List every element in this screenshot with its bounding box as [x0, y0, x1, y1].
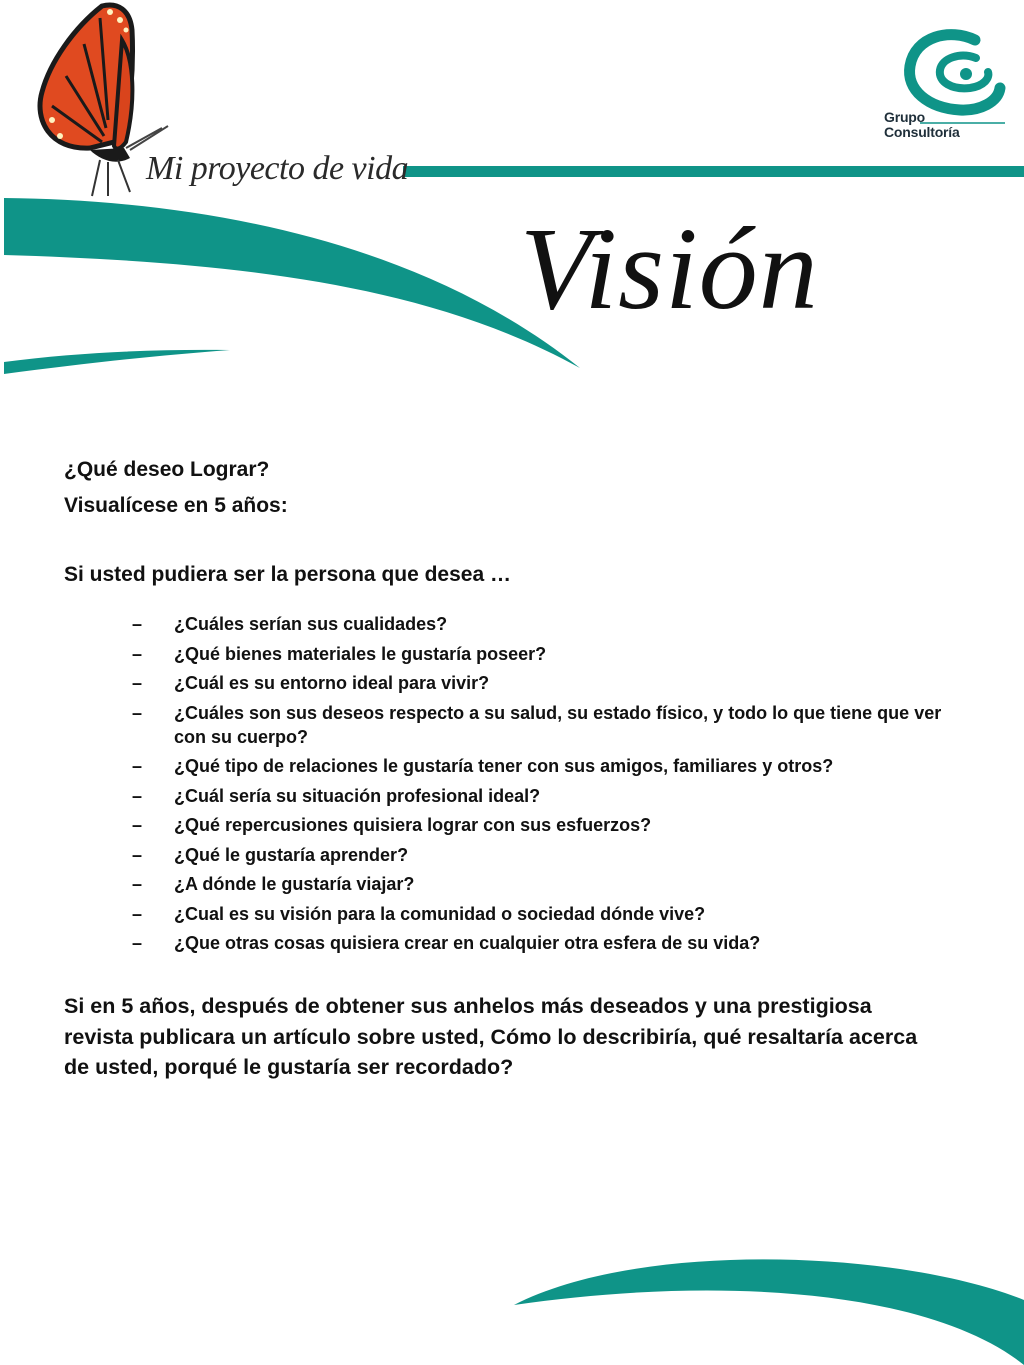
page-title: Visión	[520, 203, 819, 334]
list-item: – ¿Qué bienes materiales le gustaría poseer?	[132, 643, 547, 664]
list-item: – ¿Que otras cosas quisiera crear en cualquier otra esfera de su vida?	[132, 933, 761, 953]
dash-marker: –	[132, 903, 143, 924]
list-item: – ¿Cuál sería su situación profesional ideal?	[132, 785, 541, 806]
lead-sentence: Si usted pudiera ser la persona que desea …	[64, 563, 511, 586]
dash-marker: –	[132, 933, 143, 953]
dash-marker: –	[132, 702, 143, 723]
dash-marker: –	[132, 614, 143, 634]
list-item: – ¿Cuáles son sus deseos respecto a su salud, su estado físico, y todo lo que tiene que ver con su cuerpo?	[132, 702, 942, 747]
list-item: – ¿A dónde le gustaría viajar?	[132, 874, 415, 894]
question-list	[64, 612, 964, 955]
list-item: – ¿Cuál es su entorno ideal para vivir?	[132, 673, 490, 693]
question-secondary: Visualícese en 5 años:	[64, 494, 288, 517]
list-item: – ¿Cuáles serían sus cualidades?	[132, 614, 448, 634]
dash-marker: –	[132, 756, 143, 776]
dash-marker: –	[132, 643, 143, 664]
small-swoosh	[4, 350, 230, 374]
list-item: – ¿Qué tipo de relaciones le gustaría tener con sus amigos, familiares y otros?	[132, 756, 834, 776]
list-item: – ¿Qué repercusiones quisiera lograr con sus esfuerzos?	[132, 815, 652, 835]
list-item: – ¿Cual es su visión para la comunidad o sociedad dónde vive?	[132, 903, 706, 924]
dash-marker: –	[132, 874, 143, 894]
tagline: Mi proyecto de vida	[146, 150, 409, 187]
document-body	[64, 452, 964, 1083]
company-logo-text	[884, 110, 960, 140]
dash-marker: –	[132, 673, 143, 693]
list-item: – ¿Qué le gustaría aprender?	[132, 844, 409, 865]
logo-line-1: Grupo	[884, 109, 925, 125]
dash-marker: –	[132, 844, 143, 865]
logo-line-2: Consultoría	[884, 124, 960, 140]
question-primary: ¿Qué deseo Lograr?	[64, 458, 270, 481]
upper-swoosh	[4, 198, 580, 368]
dash-marker: –	[132, 815, 143, 835]
header-rule	[403, 166, 1024, 177]
dash-marker: –	[132, 785, 143, 806]
closing-paragraph: Si en 5 años, después de obtener sus anhelos más deseados y una prestigiosa revista publicara un artículo sobre usted, Cómo lo describiría, qué resaltaría acerca de usted, porqué le gustaría ser recordado?	[64, 994, 918, 1079]
bottom-swoosh	[514, 1259, 1024, 1365]
